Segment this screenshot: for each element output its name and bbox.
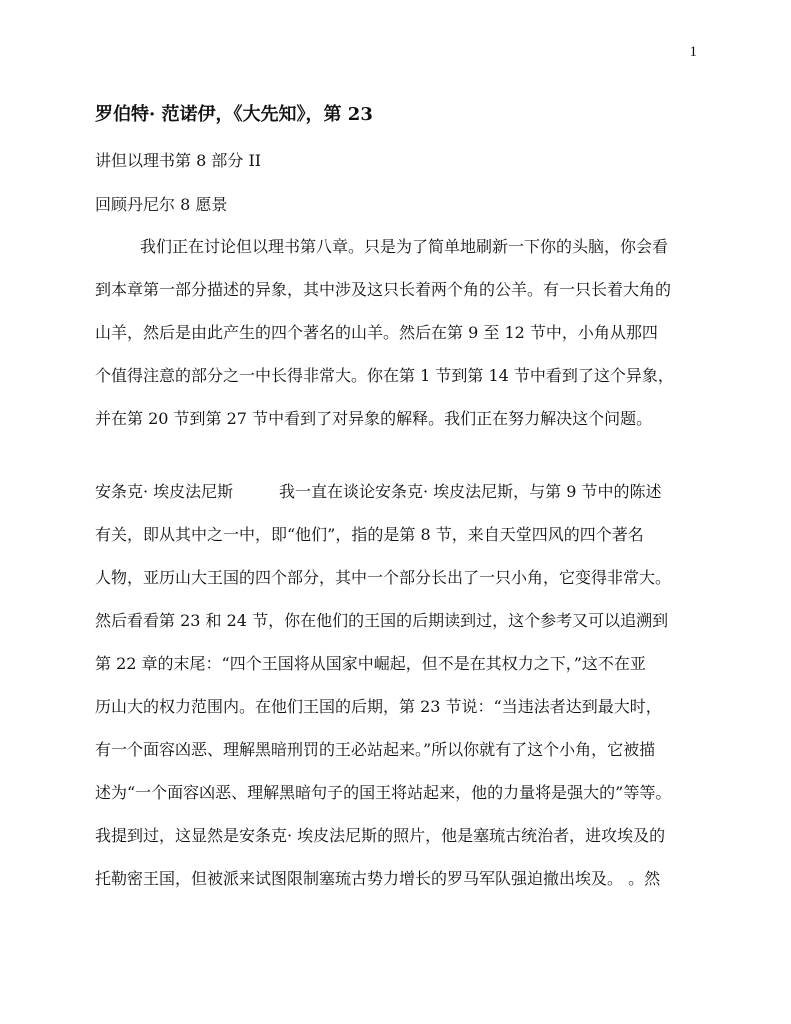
section-subtitle: 回顾丹尼尔 8 愿景 [95, 195, 228, 214]
paragraph-line: 有一个面容凶恶、理解黑暗刑罚的王必站起来。”所以你就有了这个小角，它被描 [95, 740, 656, 759]
paragraph-line: 到本章第一部分描述的异象，其中涉及这只长着两个角的公羊。有一只长着大角的 [95, 280, 672, 299]
paragraph-intro [95, 225, 695, 440]
paragraph-antiochus [95, 470, 695, 900]
paragraph-line: 我提到过，这显然是安条克· 埃皮法尼斯的照片，他是塞琉古统治者，进攻埃及的 [95, 826, 666, 845]
paragraph-line-text: 我一直在谈论安条克· 埃皮法尼斯，与第 9 节中的陈述 [279, 482, 662, 501]
paragraph-line: 托勒密王国，但被派来试图限制塞琉古势力增长的罗马军队强迫撤出埃及。 。然 [95, 869, 661, 888]
paragraph-line: 并在第 20 节到第 27 节中看到了对异象的解释。我们正在努力解决这个问题。 [95, 409, 653, 428]
section-subtitle: 讲但以理书第 8 部分 II [95, 151, 262, 170]
paragraph-line: 人物，亚历山大王国的四个部分，其中一个部分长出了一只小角，它变得非常大。 [95, 568, 672, 587]
paragraph-line: 我们正在讨论但以理书第八章。只是为了简单地刷新一下你的头脑，你会看 [140, 237, 669, 256]
document-title: 罗伯特· 范诺伊，《大先知》，第 23 [95, 104, 373, 125]
paragraph-line: 然后看看第 23 和 24 节，你在他们的王国的后期读到过，这个参考又可以追溯到 [95, 611, 669, 630]
paragraph-line: 历山大的权力范围内。在他们王国的后期，第 23 节说：“当违法者达到最大时， [95, 697, 662, 716]
paragraph-line: 个值得注意的部分之一中长得非常大。你在第 1 节到第 14 节中看到了这个异象， [95, 366, 674, 385]
section-heading-antiochus: 安条克· 埃皮法尼斯 [95, 482, 234, 501]
paragraph-line: 述为“一个面容凶恶、理解黑暗句子的国王将站起来，他的力量将是强大的”等等。 [95, 783, 672, 802]
paragraph-first-line [95, 470, 695, 513]
paragraph-line: 有关，即从其中之一中，即“他们”，指的是第 8 节，来自天堂四风的四个著名 [95, 525, 644, 544]
page-number: 1 [689, 44, 697, 60]
paragraph-line: 第 22 章的末尾：“四个王国将从国家中崛起，但不是在其权力之下，”这不在亚 [95, 654, 646, 673]
paragraph-line: 山羊，然后是由此产生的四个著名的山羊。然后在第 9 至 12 节中，小角从那四 [95, 323, 658, 342]
